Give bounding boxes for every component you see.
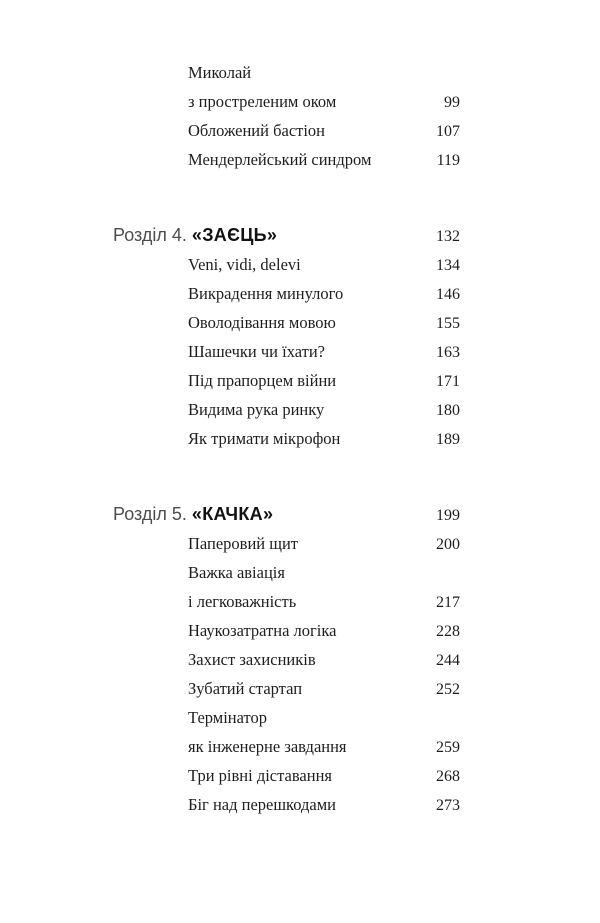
entry-page-number: 252: [436, 681, 460, 698]
toc-entry-row: [113, 58, 460, 87]
entry-title: Термінатор: [188, 708, 268, 727]
chapter-label: Розділ 4.: [113, 225, 187, 245]
entry-page-number: 107: [436, 123, 460, 140]
entry-page-number: 244: [436, 652, 460, 669]
chapter-heading: [113, 221, 277, 251]
entry-page-number: 189: [436, 431, 460, 448]
entry-page-number: 171: [436, 373, 460, 390]
entry-title: з простреленим оком: [188, 92, 337, 111]
entry-title: Три рівні діставання: [188, 766, 333, 785]
entry-title: і легковажність: [188, 592, 297, 611]
entry-page-number: 268: [436, 768, 460, 785]
entry-page-number: 200: [436, 536, 460, 553]
toc-entry-row: [113, 732, 460, 761]
entry-title: Миколай: [188, 63, 252, 82]
toc-entry-row: [113, 279, 460, 308]
toc-entry-row: [113, 424, 460, 453]
entry-title: Важка авіація: [188, 563, 285, 582]
toc-entry-row: [113, 250, 460, 279]
toc-entry-row: [113, 761, 460, 790]
entry-page-number: 228: [436, 623, 460, 640]
chapter-page-number: 199: [436, 507, 460, 524]
entry-title: Шашечки чи їхати?: [188, 342, 325, 361]
toc-entry-row: [113, 703, 460, 732]
entry-title: Біг над перешкодами: [188, 795, 337, 814]
toc-entry-row: [113, 529, 460, 558]
toc-entry-row: [113, 674, 460, 703]
toc-entry-row: [113, 790, 460, 819]
entry-title: Наукозатратна логіка: [188, 621, 337, 640]
entry-title: Зубатий стартап: [188, 679, 303, 698]
toc-entry-row: [113, 395, 460, 424]
entry-page-number: 119: [436, 152, 460, 169]
entry-title: Видима рука ринку: [188, 400, 325, 419]
entry-page-number: 259: [436, 739, 460, 756]
chapter-title: «ЗАЄЦЬ»: [191, 225, 278, 245]
chapter-heading: [113, 500, 273, 530]
toc-entry-row: [113, 116, 460, 145]
entry-title: Обложений бастіон: [188, 121, 326, 140]
toc-list: [113, 58, 460, 819]
entry-page-number: 273: [436, 797, 460, 814]
entry-title: Як тримати мікрофон: [188, 429, 341, 448]
entry-page-number: 163: [436, 344, 460, 361]
toc-entry-row: [113, 87, 460, 116]
entry-title: Мендерлейський синдром: [188, 150, 372, 169]
entry-page-number: 155: [436, 315, 460, 332]
entry-title: Захист захисників: [188, 650, 316, 669]
entry-title: Викрадення минулого: [188, 284, 344, 303]
chapter-page-number: 132: [436, 228, 460, 245]
toc-entry-row: [113, 616, 460, 645]
entry-page-number: 134: [436, 257, 460, 274]
toc-entry-row: [113, 145, 460, 174]
chapter-heading-row: [113, 500, 460, 529]
chapter-title: «КАЧКА»: [191, 504, 274, 524]
entry-page-number: 99: [444, 94, 460, 111]
entry-title: Під прапорцем війни: [188, 371, 337, 390]
toc-entry-row: [113, 645, 460, 674]
chapter-label: Розділ 5.: [113, 504, 187, 524]
toc-entry-row: [113, 337, 460, 366]
entry-title: Veni, vidi, delevi: [188, 255, 301, 274]
entry-title: Паперовий щит: [188, 534, 298, 553]
toc-entry-row: [113, 366, 460, 395]
entry-title: як інженерне завдання: [188, 737, 347, 756]
entry-page-number: 180: [436, 402, 460, 419]
toc-entry-row: [113, 587, 460, 616]
toc-entry-row: [113, 308, 460, 337]
toc-entry-row: [113, 558, 460, 587]
entry-page-number: 146: [436, 286, 460, 303]
entry-title: Оволодівання мовою: [188, 313, 336, 332]
chapter-heading-row: [113, 221, 460, 250]
entry-page-number: 217: [436, 594, 460, 611]
